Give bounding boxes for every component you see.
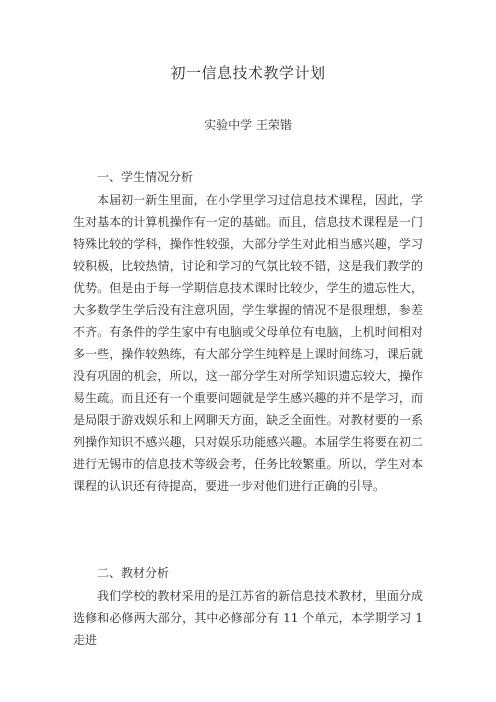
section-paragraph-textbook-analysis: 我们学校的教材采用的是江苏省的新信息技术教材，里面分成选修和必修两大部分，其中必修部分有 11 个单元，本学期学习 1 走进 [73, 589, 423, 647]
section-heading-student-analysis: 一、学生情况分析 [97, 170, 194, 184]
document-title: 初一信息技术教学计划 [170, 64, 326, 82]
section-paragraph-student-analysis: 本届初一新生里面，在小学里学习过信息技术课程，因此，学生对基本的计算机操作有一定的基础。而且，信息技术课程是一门特殊比较的学科，操作性较强，大部分学生对此相当感兴趣，学习较积极，比较热情，讨论和学习的气氛比较不错，这是我们教学的优势。但是由于每一学期信息技术课时比较少，学生的遗忘性大，大多数学生学后没有注意巩固，学生掌握的情况不是很理想，参差不齐。有条件的学生家中有电脑或父母单位有电脑，上机时间相对多一些，操作较熟练，有大部分学生纯粹是上课时间练习，课后就没有巩固的机会，所以，这一部分学生对所学知识遗忘较大，操作易生疏。而且还有一个重要问题就是学生感兴趣的并不是学习，而是局限于游戏娱乐和上网聊天方面，缺乏全面性。对教材要的一系列操作知识不感兴趣，只对娱乐功能感兴趣。本届学生将要在初二进行无锡市的信息技术等级会考，任务比较繁重。所以，学生对本课程的认识还有待提高，要进一步对他们进行正确的引导。 [73, 193, 423, 493]
section-heading-textbook-analysis: 二、教材分析 [97, 566, 170, 580]
document-author: 实验中学 王荣锴 [204, 118, 292, 132]
